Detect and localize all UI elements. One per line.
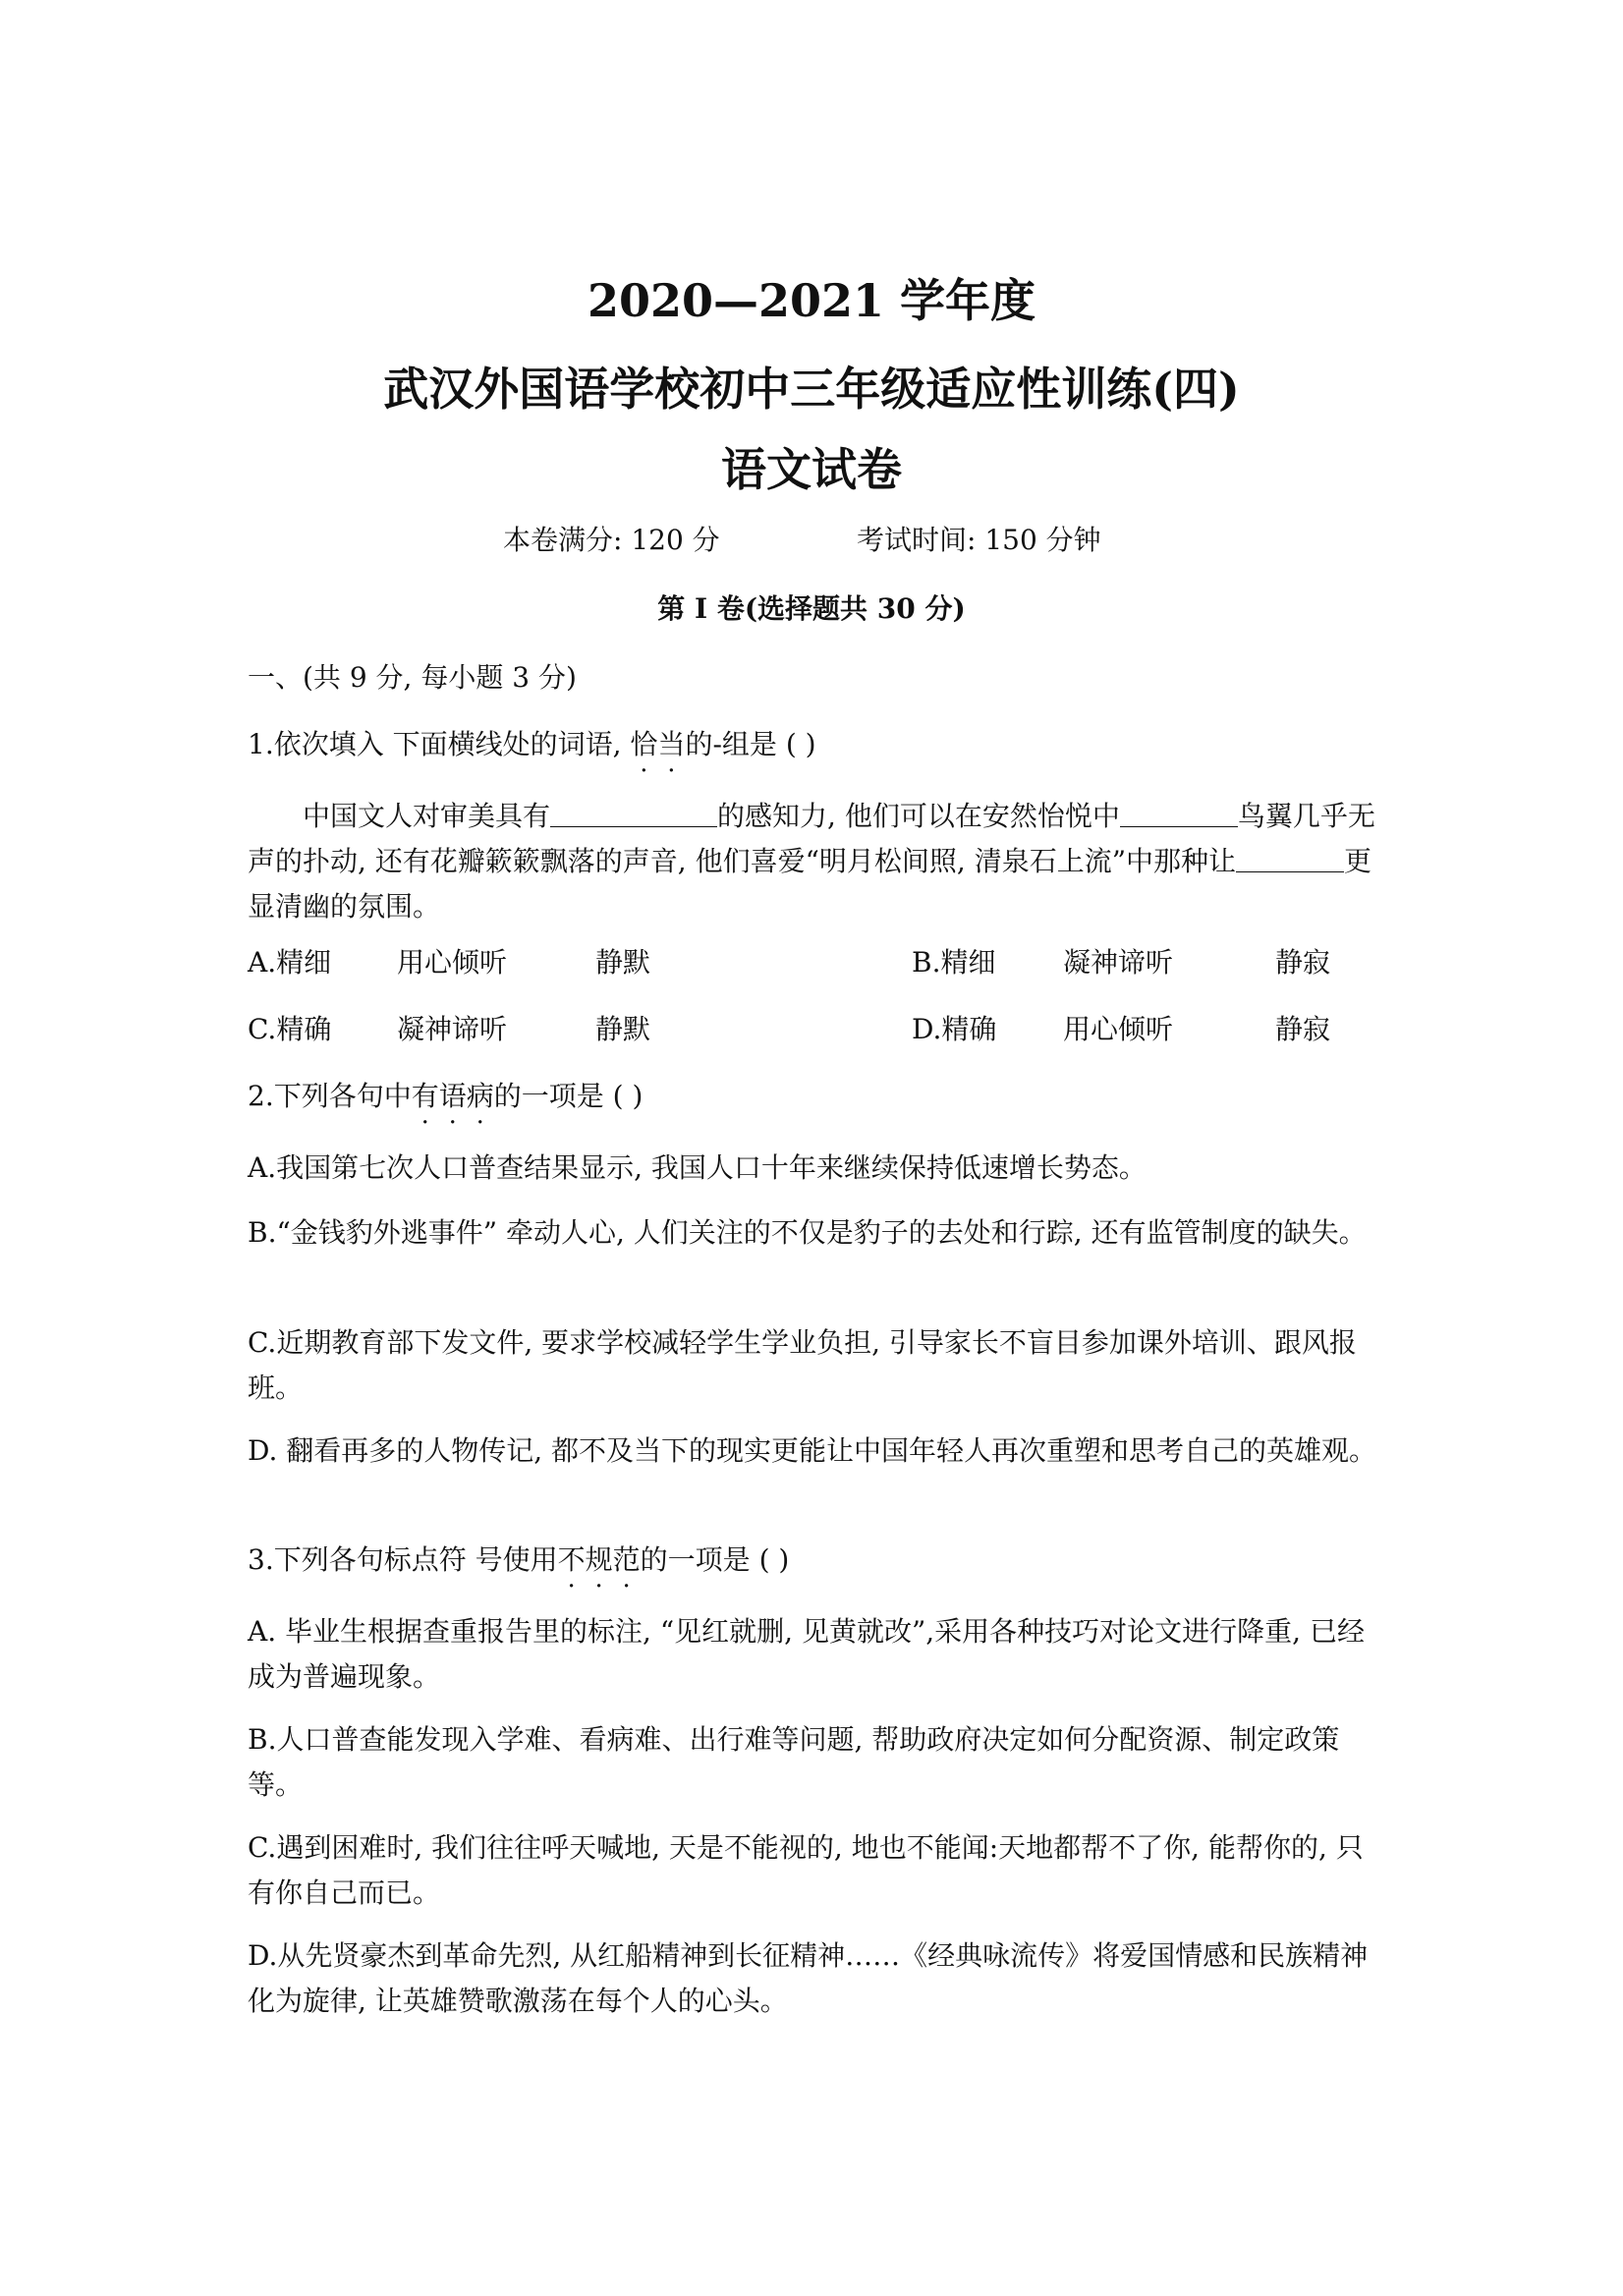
q3-option-b: B.人口普查能发现入学难、看病难、出行难等问题, 帮助政府决定如何分配资源、制定政策等。 xyxy=(248,1723,1340,1801)
full-score: 本卷满分: 120 分 xyxy=(503,524,720,556)
q3-option-c: C.遇到困难时, 我们往往呼天喊地, 天是不能视的, 地也不能闻:天地都帮不了你, 能帮你的, 只有你自己而已。 xyxy=(248,1831,1364,1909)
q1-option-b-w3: 静寂 xyxy=(1275,946,1331,979)
q1-stem: 1.依次填入 下面横线处的词语, 恰当的-组是 ( ) xyxy=(248,728,816,760)
q1-option-a: A.精细 xyxy=(248,946,332,979)
q1-option-b: B.精细 xyxy=(912,946,996,979)
q3-stem: 3.下列各句标点符 号使用不规范的一项是 ( ) xyxy=(248,1543,790,1576)
q1-option-b-w2: 凝神谛听 xyxy=(1063,946,1174,979)
q1-option-a-w2: 用心倾听 xyxy=(397,946,508,979)
q2-option-c: C.近期教育部下发文件, 要求学校减轻学生学业负担, 引导家长不盲目参加课外培训、跟风报班。 xyxy=(248,1326,1357,1404)
q3-option-d: D.从先贤豪杰到革命先烈, 从红船精神到长征精神……《经典咏流传》将爱国情感和民族精神化为旋律, 让英雄赞歌激荡在每个人的心头。 xyxy=(248,1939,1369,2017)
q1-option-d-w2: 用心倾听 xyxy=(1063,1013,1174,1045)
q1-passage: 中国文人对审美具有 的感知力, 他们可以在安然怡悦中 鸟翼几乎无声的扑动, 还有花瓣簌簌飘落的声音, 他们喜爱“明月松间照, 清泉石上流”中那种让 更显清幽的氛围。 xyxy=(248,800,1375,923)
exam-subject: 语文试卷 xyxy=(721,443,902,496)
q1-option-c-w3: 静默 xyxy=(595,1013,651,1045)
blank-3 xyxy=(1236,844,1344,872)
q2-stem: 2.下列各句中有语病的一项是 ( ) xyxy=(248,1080,644,1112)
part1-heading: 一、(共 9 分, 每小题 3 分) xyxy=(248,661,577,694)
q3-option-a: A. 毕业生根据查重报告里的标注, “见红就删, 见黄就改”,采用各种技巧对论文进行降重, 已经成为普遍现象。 xyxy=(248,1615,1365,1693)
q1-option-d-w3: 静寂 xyxy=(1275,1013,1331,1045)
q2-option-d: D. 翻看再多的人物传记, 都不及当下的现实更能让中国年轻人再次重塑和思考自己的英雄观。 xyxy=(248,1434,1377,1467)
blank-2 xyxy=(1120,799,1238,827)
q1-option-c-w2: 凝神谛听 xyxy=(397,1013,508,1045)
exam-school-title: 武汉外国语学校初中三年级适应性训练(四) xyxy=(383,363,1240,416)
q1-option-c: C.精确 xyxy=(248,1013,332,1045)
exam-year: 2020—2021 学年度 xyxy=(587,274,1036,327)
exam-time: 考试时间: 150 分钟 xyxy=(857,524,1101,556)
q1-option-a-w3: 静默 xyxy=(595,946,651,979)
q1-option-d: D.精确 xyxy=(912,1013,997,1045)
blank-1 xyxy=(550,799,717,827)
section-title: 第 I 卷(选择题共 30 分) xyxy=(657,592,966,625)
q2-option-b: B.“金钱豹外逃事件” 牵动人心, 人们关注的不仅是豹子的去处和行踪, 还有监管制度的缺失。 xyxy=(248,1216,1367,1249)
q2-option-a: A.我国第七次人口普查结果显示, 我国人口十年来继续保持低速增长势态。 xyxy=(248,1151,1147,1184)
